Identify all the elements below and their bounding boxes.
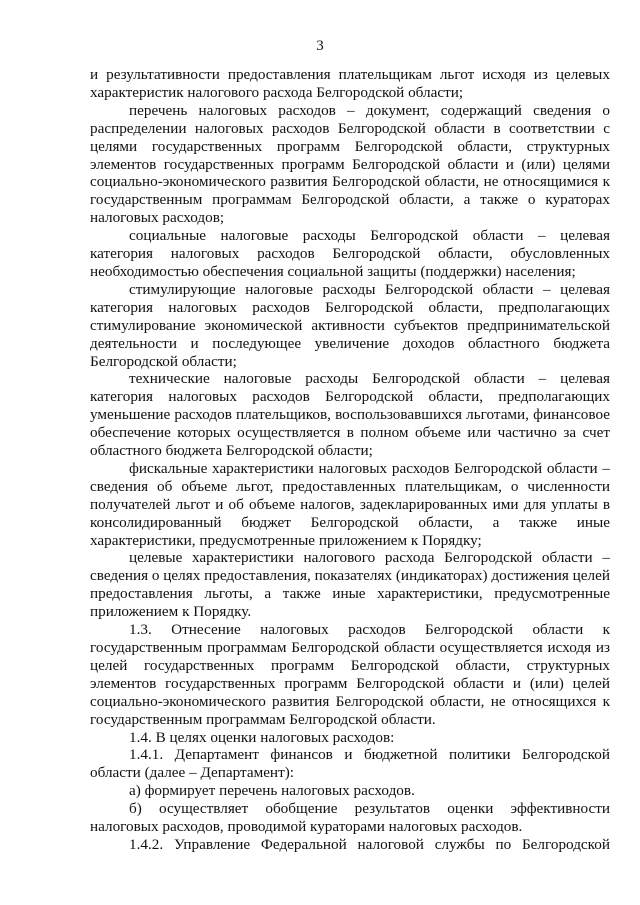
- paragraph-definition-target-characteristics: целевые характеристики налогового расхода Белгородской области – сведения о целях предоставления, показателях (индикаторах) достижения целей предоставления льготы, а также иные характеристики, предусмотренные приложением к Порядку.: [90, 549, 610, 621]
- paragraph-definition-list-of-tax-expenditures: перечень налоговых расходов – документ, содержащий сведения о распределении налоговых расходов Белгородской области в соответствии с целями государственных программ Белгородской области, структурных элементов государственных программ Белгородской области и (или) целями социально-экономического развития Белгородской области, не относящимися к государственным программам Белгородской области, а также о кураторах налоговых расходов;: [90, 101, 610, 227]
- paragraph-definition-technical-tax-expenditures: технические налоговые расходы Белгородской области – целевая категория налоговых расходов Белгородской области, предполагающих уменьшение расходов плательщиков, воспользовавшихся льготами, финансовое обеспечение которых осуществляется в полном объеме или частично за счет областного бюджета Белгородской области;: [90, 370, 610, 460]
- paragraph-section-1-4-2: 1.4.2. Управление Федеральной налоговой службы по Белгородской: [129, 835, 610, 853]
- body-text: [90, 66, 610, 854]
- paragraph-continuation: и результативности предоставления плательщикам льгот исходя из целевых характеристик налогового расхода Белгородской области;: [90, 66, 610, 101]
- paragraph-definition-fiscal-characteristics: фискальные характеристики налоговых расходов Белгородской области – сведения об объеме льгот, предоставленных плательщикам, о численности получателей льгот и об объеме налогов, задекларированных ими для уплаты в консолидированный бюджет Белгородской области, а также иные характеристики, предусмотренные приложением к Порядку;: [90, 459, 610, 549]
- paragraph-item-b: б) осуществляет обобщение результатов оценки эффективности налоговых расходов, проводимой кураторами налоговых расходов.: [90, 800, 610, 836]
- paragraph-item-a: а) формирует перечень налоговых расходов.: [129, 782, 415, 800]
- paragraph-definition-stimulating-tax-expenditures: стимулирующие налоговые расходы Белгородской области – целевая категория налоговых расходов Белгородской области, предполагающих стимулирование экономической активности субъектов предпринимательской деятельности и последующее увеличение доходов областного бюджета Белгородской области;: [90, 280, 610, 370]
- paragraph-definition-social-tax-expenditures: социальные налоговые расходы Белгородской области – целевая категория налоговых расходов Белгородской области, обусловленных необходимостью обеспечения социальной защиты (поддержки) населения;: [90, 227, 610, 280]
- paragraph-section-1-4-1: 1.4.1. Департамент финансов и бюджетной политики Белгородской области (далее – Департамент):: [90, 746, 610, 782]
- paragraph-section-1-4: 1.4. В целях оценки налоговых расходов:: [129, 728, 395, 746]
- page-number: 3: [316, 38, 324, 54]
- paragraph-section-1-3: 1.3. Отнесение налоговых расходов Белгородской области к государственным программам Белгородской области осуществляется исходя из целей государственных программ Белгородской области, структурных элементов государственных программ Белгородской области и (или) целей социально-экономического развития Белгородской области, не относящихся к государственным программам Белгородской области.: [90, 621, 610, 728]
